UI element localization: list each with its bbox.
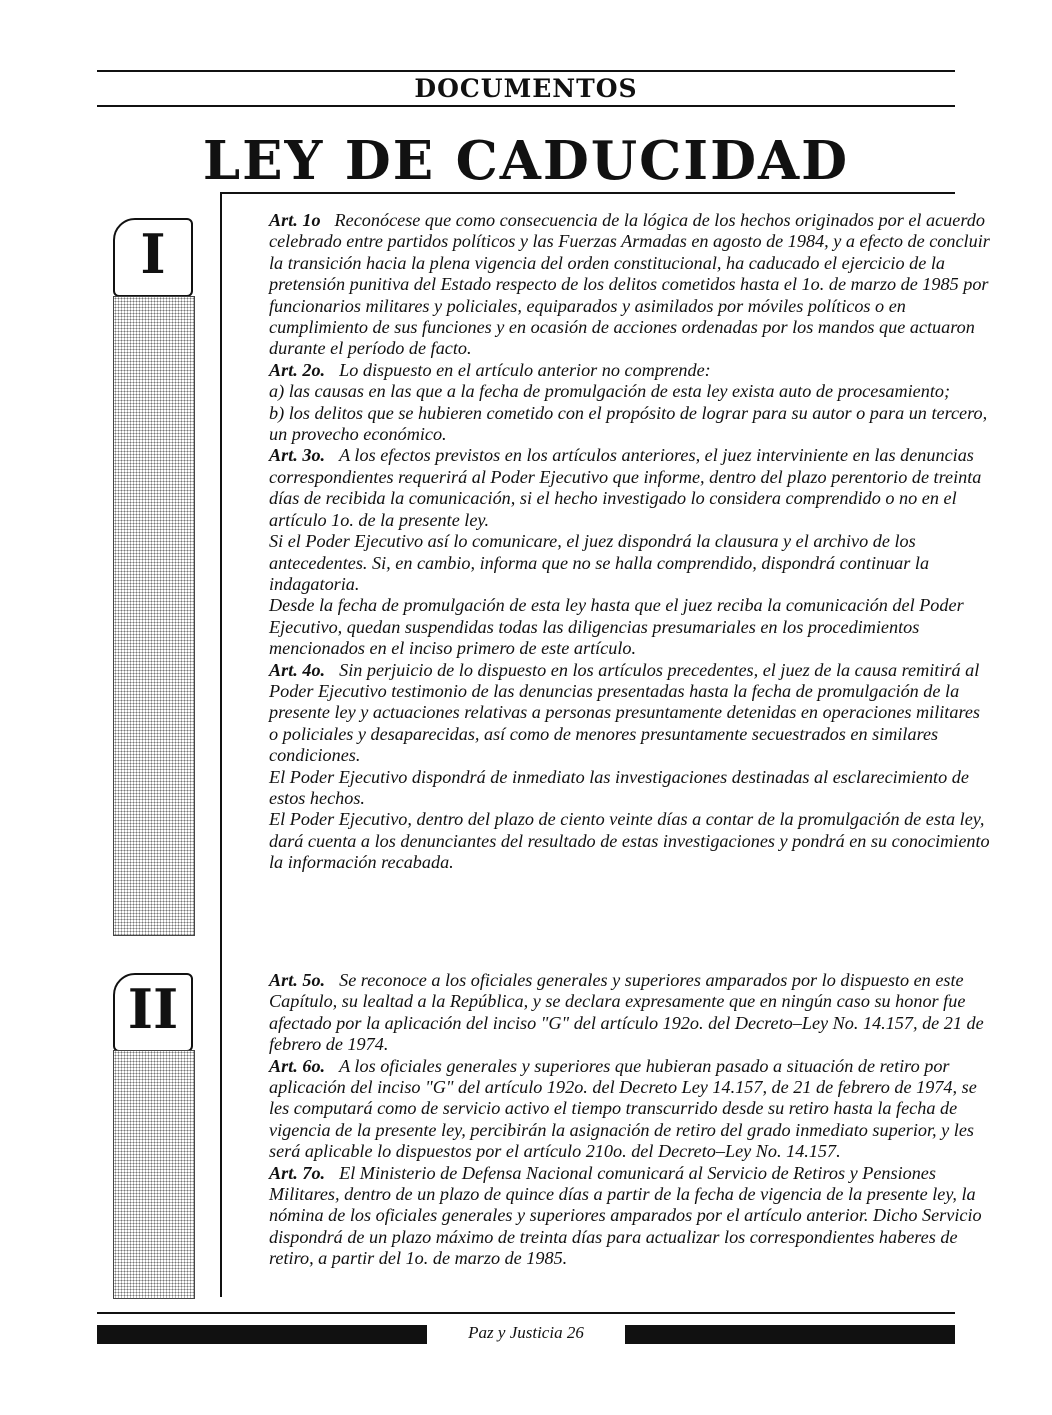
article-paragraph — [233, 970, 993, 1056]
article-text: Si el Poder Ejecutivo así lo comunicare, el juez dispondrá la clausura y el archivo de los antecedentes. Si, en cambio, informa que no se halla comprendido, dispondrá continuar la indagatoria. — [269, 531, 930, 594]
chapter-one-stripe — [113, 296, 195, 936]
article-text: Desde la fecha de promulgación de esta ley hasta que el juez reciba la comunicación del Poder Ejecutivo, quedan suspendidas todas las diligencias presumariales en los procedimientos mencionados en el inciso primero de este artículo. — [269, 595, 964, 659]
article-paragraph — [233, 531, 993, 595]
chapter-two-numeral: II — [127, 977, 179, 1041]
chapter-one-text — [233, 210, 993, 874]
article-paragraph — [233, 445, 993, 531]
article-text: a) las causas en las que a la fecha de promulgación de esta ley exista auto de procesamiento; — [269, 381, 951, 402]
article-paragraph — [233, 381, 993, 402]
section-underline — [97, 105, 955, 107]
article-number: Art. 5o. — [269, 970, 326, 990]
article-paragraph — [233, 210, 993, 360]
article-text: b) los delitos que se hubieren cometido con el propósito de lograr para su autor o para un tercero, un provecho económico. — [269, 402, 988, 445]
article-paragraph — [233, 809, 993, 873]
chapter-two-text — [233, 970, 993, 1270]
article-paragraph — [233, 660, 993, 767]
chapter-one-tab — [113, 218, 193, 297]
article-number: Art. 7o. — [269, 1162, 326, 1183]
chapter-one-numeral: I — [140, 222, 166, 286]
article-text: Reconócese que como consecuencia de la lógica de los hechos originados por el acuerdo celebrado entre partidos políticos y las Fuerzas Armadas en agosto de 1984, y a efecto de concluir la transición hacia la plena vigencia del orden constitucional, ha caducado el ejercicio de la pretensión punitiva del Estado respecto de los delitos cometidos hasta el 1o. de marzo de 1985 por funcionarios militares y policiales, equiparados y asimilados por móviles políticos o en cumplimiento de sus funciones y en ocasión de acciones ordenadas por los mandos que actuaron durante el período de facto. — [269, 210, 990, 359]
article-paragraph — [233, 595, 993, 659]
article-paragraph — [233, 767, 993, 810]
footer-bar-right — [625, 1325, 955, 1344]
article-text: A los oficiales generales y superiores que hubieran pasado a situación de retiro por aplicación del inciso "G" del artículo 192o. del Decreto Ley 14.157, de 21 de febrero de 1974, se les computará como de servicio activo el tiempo transcurrido desde su retiro hasta la fecha de vigencia de la presente ley, percibirán la asignación de retiro del grado inmediato superior, y les será aplicable lo dispuestos por el artículo 210o. del Decreto–Ley No. 14.157. — [269, 1055, 977, 1162]
footer-bar-left — [97, 1325, 427, 1344]
footer-page-label: Paz y Justicia 26 — [468, 1323, 584, 1342]
article-paragraph — [233, 360, 993, 381]
section-label: DOCUMENTOS — [414, 74, 638, 103]
chapter-two-tab — [113, 973, 193, 1052]
article-number: Art. 4o. — [269, 659, 326, 680]
page-title: LEY DE CADUCIDAD — [202, 130, 850, 192]
column-divider — [220, 192, 222, 1297]
article-paragraph — [233, 1056, 993, 1163]
article-text: Sin perjuicio de lo dispuesto en los artículos precedentes, el juez de la causa remitirá al Poder Ejecutivo testimonio de las denuncias presentadas hasta la fecha de promulgación de la presente ley y actuaciones relativas a personas presuntamente detenidas en operaciones militares o policiales y desaparecidas, así como de menores presuntamente secuestrados en similares condiciones. — [269, 659, 981, 766]
article-text: El Poder Ejecutivo, dentro del plazo de ciento veinte días a contar de la promulgación de esta ley, dará cuenta a los denunciantes del resultado de estas investigaciones y pondrá en su conocimiento la información recabada. — [269, 809, 990, 873]
article-text: Lo dispuesto en el artículo anterior no comprende: — [339, 359, 711, 380]
article-text: El Poder Ejecutivo dispondrá de inmediato las investigaciones destinadas al esclarecimiento de estos hechos. — [269, 766, 969, 808]
footer-rule — [97, 1312, 955, 1314]
article-text: Se reconoce a los oficiales generales y superiores amparados por lo dispuesto en este Capítulo, su lealtad a la República, y se declara expresamente que en ningún caso su honor fue afectado por la aplicación del inciso "G" del artículo 192o. del Decreto–Ley No. 14.157, de 21 de febrero de 1974. — [269, 970, 984, 1055]
article-paragraph — [233, 1163, 993, 1270]
top-rule — [97, 70, 955, 72]
article-number: Art. 1o — [269, 210, 321, 230]
article-text: A los efectos previstos en los artículos anteriores, el juez interviniente en las denuncias correspondientes requerirá al Poder Ejecutivo que informe, dentro del plazo perentorio de treinta días de recibida la comunicación, si el hecho investigado lo considera comprendido o no en el artículo 1o. de la presente ley. — [269, 445, 982, 530]
article-number: Art. 6o. — [269, 1055, 326, 1076]
chapter-two-stripe — [113, 1050, 195, 1299]
article-number: Art. 2o. — [269, 359, 326, 380]
article-paragraph — [233, 403, 993, 446]
article-text: El Ministerio de Defensa Nacional comunicará al Servicio de Retiros y Pensiones Militares, dentro de un plazo de quince días a partir de la fecha de vigencia de la presente ley, la nómina de los oficiales generales y superiores amparados por el artículo anterior. Dicho Servicio dispondrá de un plazo máximo de treinta días para actualizar los correspondientes haberes de retiro, a partir del 1o. de marzo de 1985. — [269, 1162, 982, 1269]
article-number: Art. 3o. — [269, 445, 326, 466]
title-underline — [220, 192, 955, 194]
